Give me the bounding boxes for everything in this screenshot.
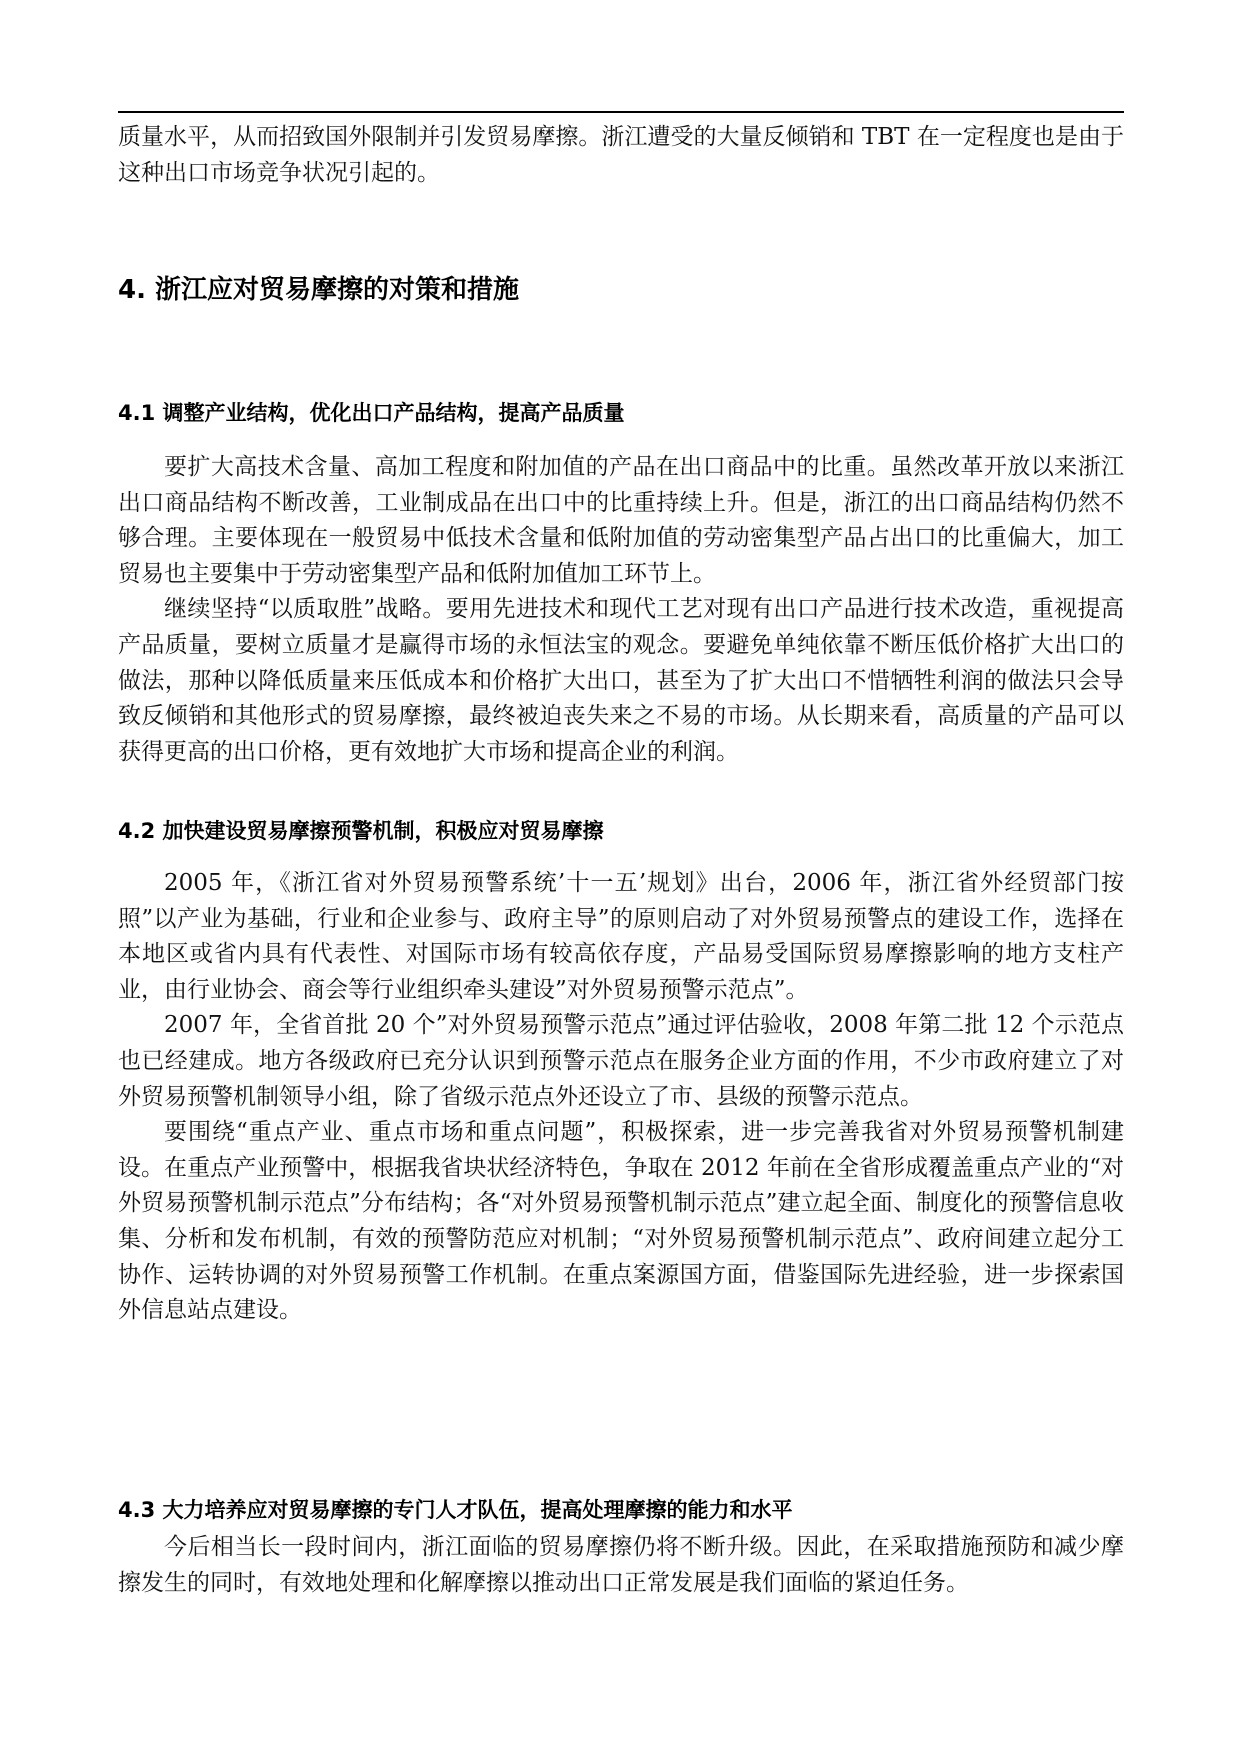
section-4-1-body <box>118 450 1124 770</box>
paragraph: 2005 年，《浙江省对外贸易预警系统’十一五’规划》出台，2006 年，浙江省外经贸部门按照”以产业为基础，行业和企业参与、政府主导”的原则启动了对外贸易预警点的建设工作，选择在本地区或省内具有代表性、对国际市场有较高依存度，产品易受国际贸易摩擦影响的地方支柱产业，由行业协会、商会等行业组织牵头建设”对外贸易预警示范点”。 <box>118 870 1124 1003</box>
paragraph: 质量水平，从而招致国外限制并引发贸易摩擦。浙江遭受的大量反倾销和 TBT 在一定程度也是由于这种出口市场竞争状况引起的。 <box>118 124 1124 186</box>
header-rule <box>118 111 1124 113</box>
subsection-heading-4-3: 4.3 大力培养应对贸易摩擦的专门人才队伍，提高处理摩擦的能力和水平 <box>118 1498 793 1522</box>
subsection-heading-4-1: 4.1 调整产业结构，优化出口产品结构，提高产品质量 <box>118 401 625 425</box>
paragraph: 要扩大高技术含量、高加工程度和附加值的产品在出口商品中的比重。虽然改革开放以来浙江出口商品结构不断改善，工业制成品在出口中的比重持续上升。但是，浙江的出口商品结构仍然不够合理。主要体现在一般贸易中低技术含量和低附加值的劳动密集型产品占出口的比重偏大，加工贸易也主要集中于劳动密集型产品和低附加值加工环节上。 <box>118 454 1124 587</box>
paragraph: 今后相当长一段时间内，浙江面临的贸易摩擦仍将不断升级。因此，在采取措施预防和减少摩擦发生的同时，有效地处理和化解摩擦以推动出口正常发展是我们面临的紧迫任务。 <box>118 1534 1124 1596</box>
paragraph: 继续坚持“以质取胜”战略。要用先进技术和现代工艺对现有出口产品进行技术改造，重视提高产品质量，要树立质量才是赢得市场的永恒法宝的观念。要避免单纯依靠不断压低价格扩大出口的做法，那种以降低质量来压低成本和价格扩大出口，甚至为了扩大出口不惜牺牲利润的做法只会导致反倾销和其他形式的贸易摩擦，最终被迫丧失来之不易的市场。从长期来看，高质量的产品可以获得更高的出口价格，更有效地扩大市场和提高企业的利润。 <box>118 596 1124 765</box>
subsection-heading-4-2: 4.2 加快建设贸易摩擦预警机制，积极应对贸易摩擦 <box>118 819 604 843</box>
section-heading: 4. 浙江应对贸易摩擦的对策和措施 <box>118 275 520 305</box>
paragraph: 要围绕“重点产业、重点市场和重点问题”，积极探索，进一步完善我省对外贸易预警机制建设。在重点产业预警中，根据我省块状经济特色，争取在 2012 年前在全省形成覆盖重点产业的“对外贸易预警机制示范点”分布结构；各“对外贸易预警机制示范点”建立起全面、制度化的预警信息收集、分析和发布机制，有效的预警防范应对机制；“对外贸易预警机制示范点”、政府间建立起分工协作、运转协调的对外贸易预警工作机制。在重点案源国方面，借鉴国际先进经验，进一步探索国外信息站点建设。 <box>118 1119 1124 1324</box>
section-4-2-body <box>118 866 1124 1329</box>
section-4-3-body <box>118 1530 1124 1601</box>
intro-paragraph <box>118 120 1124 191</box>
paragraph: 2007 年，全省首批 20 个”对外贸易预警示范点”通过评估验收，2008 年第二批 12 个示范点也已经建成。地方各级政府已充分认识到预警示范点在服务企业方面的作用，不少市政府建立了对外贸易预警机制领导小组，除了省级示范点外还设立了市、县级的预警示范点。 <box>118 1012 1124 1110</box>
